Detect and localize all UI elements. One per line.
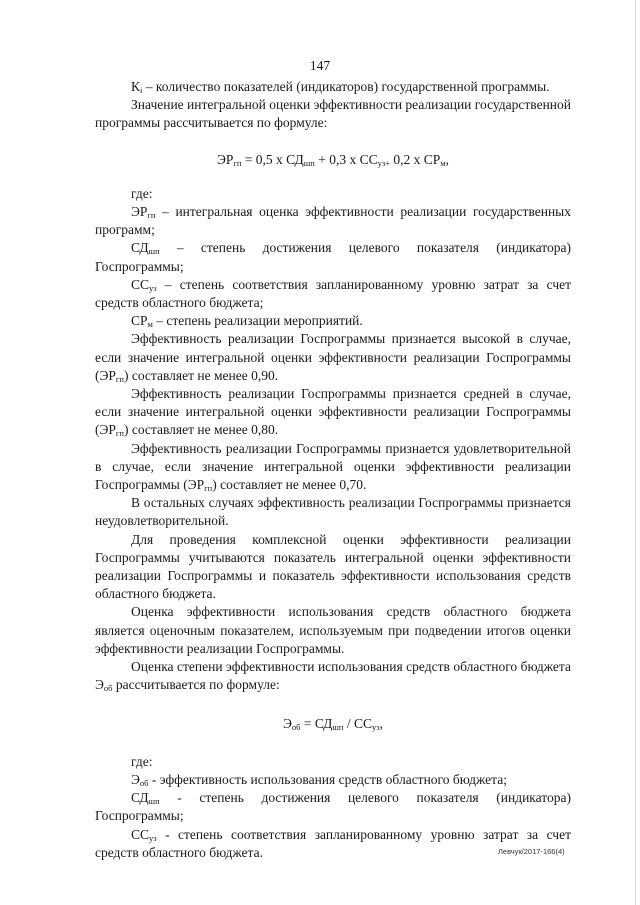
paragraph-text: Эффективность реализации Госпрограммы признается средней в случае, если значение интегральной оценки эффективности реализации Госпрограммы (ЭР (95, 386, 571, 438)
paragraph-medium (95, 385, 571, 440)
paragraph-text: Оценка степени эффективности использования средств областного бюджета Э (95, 659, 571, 693)
paragraph-text: ) составляет не менее 0,80. (123, 422, 279, 438)
subscript: уз (149, 832, 157, 843)
subscript: об (291, 721, 301, 732)
symbol: СД (131, 240, 149, 256)
paragraph-satisfactory (95, 440, 571, 495)
page-number: 147 (309, 58, 331, 73)
formula-term: + 0,3 х СС (314, 151, 378, 167)
definition-text: - степень достижения целевого показателя (индикатора) Госпрограммы; (95, 790, 571, 824)
subscript: шп (303, 157, 315, 168)
subscript: гп (204, 483, 213, 494)
definition-text: – количество показателей (индикаторов) государственной программы. (142, 79, 550, 94)
formula-term: , (445, 151, 450, 167)
definition-ss-2 (95, 826, 571, 862)
definition-sr (95, 312, 571, 330)
subscript: м (147, 319, 153, 330)
paragraph-text: ) составляет не менее 0,90. (123, 367, 279, 383)
paragraph-budget-evaluation: Оценка эффективности использования средств областного бюджета является оценочным показателем, используемым при подведении итогов оценки эффективности реализации Госпрограммы. (95, 604, 571, 656)
formula-term: ЭР (216, 151, 234, 167)
page-edge-divider (635, 0, 636, 905)
paragraph-text: ) составляет не менее 0,70. (212, 477, 367, 493)
symbol: СД (131, 790, 149, 806)
definition-sd-2 (95, 789, 571, 825)
definition-text: - степень соответствия запланированному уровню затрат за счет средств областного бюджета. (95, 826, 571, 860)
formula-term: Э (282, 715, 292, 731)
subscript: об (103, 683, 113, 694)
symbol: К (131, 79, 141, 94)
formula-term: , (379, 715, 383, 731)
subscript: уз+ (377, 157, 390, 168)
paragraph-text: Эффективность реализации Госпрограммы признается высокой в случае, если значение интегральной оценки эффективности реализации Госпрограммы (ЭР (95, 331, 571, 383)
subscript: гп (147, 210, 156, 221)
definition-ss (95, 276, 571, 312)
document-body (95, 78, 571, 862)
footer-code: Левчук/2017-166(4) (498, 847, 565, 856)
paragraph-text: рассчитывается по формуле: (112, 677, 280, 693)
definition-text: – интегральная оценка эффективности реализации государственных программ; (95, 204, 571, 238)
subscript: шп (332, 721, 344, 732)
paragraph-text: Эффективность реализации Госпрограммы признается удовлетворительной в случае, если значение интегральной оценки эффективности реализации Госпрограммы (ЭР (95, 440, 571, 493)
formula-budget (95, 715, 571, 733)
definition-sd (95, 239, 571, 275)
paragraph-k-definition (95, 78, 571, 96)
subscript: гп (233, 157, 242, 168)
symbol: СС (131, 826, 150, 842)
formula-term: 0,2 х СР (389, 151, 441, 167)
symbol: ЭР (131, 204, 148, 220)
symbol: СС (131, 276, 150, 292)
paragraph-unsatisfactory: В остальных случаях эффективность реализации Госпрограммы признается неудовлетворительной. (95, 495, 571, 529)
formula-integral (95, 151, 571, 169)
subscript: м (440, 157, 446, 168)
definition-text: – степень реализации мероприятий. (152, 313, 363, 329)
subscript: об (139, 777, 149, 788)
subscript: i (140, 85, 143, 95)
subscript: уз (372, 721, 380, 732)
subscript: шп (148, 246, 160, 257)
subscript: уз (149, 282, 157, 293)
subscript: шп (148, 796, 160, 807)
definition-text: – степень достижения целевого показателя (индикатора) Госпрограммы; (95, 240, 571, 274)
subscript: гп (115, 373, 124, 384)
paragraph-complex-evaluation: Для проведения комплексной оценки эффективности реализации Госпрограммы учитываются показатель интегральной оценки эффективности реализации Госпрограммы и показатель эффективности использования средств областного бюджета. (95, 531, 571, 602)
paragraph-formula2-intro (95, 658, 571, 694)
definition-er (95, 203, 571, 239)
paragraph-high (95, 330, 571, 385)
definition-text: – степень соответствия запланированному уровню затрат за счет средств областного бюджета; (95, 276, 571, 311)
symbol: Э (131, 771, 140, 787)
definition-e (95, 771, 571, 789)
formula-term: = СД (300, 715, 333, 731)
subscript: гп (115, 428, 124, 439)
formula-term: = 0,5 х СД (241, 151, 304, 167)
where-label: где: (131, 185, 153, 201)
where-label-2: где: (131, 753, 153, 769)
symbol: СР (131, 313, 148, 329)
formula-term: / СС (343, 715, 373, 731)
paragraph-formula-intro: Значение интегральной оценки эффективности реализации государственной программы рассчитывается по формуле: (95, 97, 571, 131)
definition-text: - эффективность использования средств областного бюджета; (148, 771, 507, 787)
